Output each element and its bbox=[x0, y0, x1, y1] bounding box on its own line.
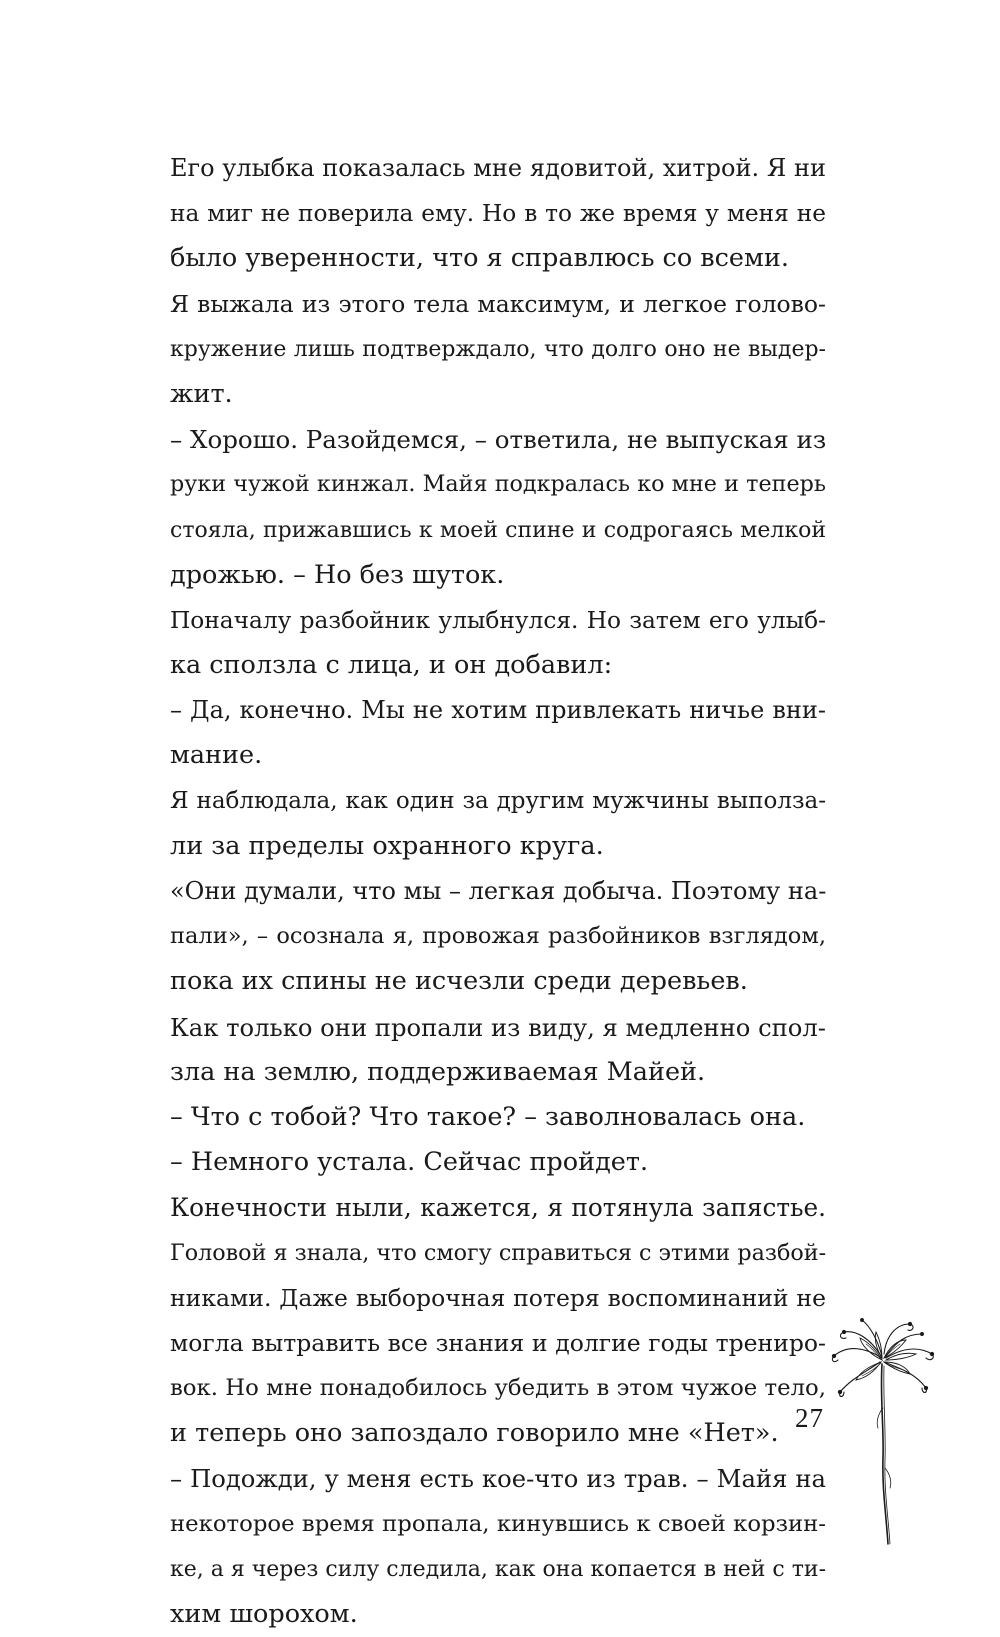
text-line: – Да, конечно. Мы не хотим привлекать ничье вни- bbox=[170, 696, 826, 725]
text-line: Я выжала из этого тела максимум, и легкое голово- bbox=[170, 289, 826, 318]
text-line: некоторое время пропала, кинувшись к своей корзин- bbox=[170, 1510, 826, 1537]
text-line: Его улыбка показалась мне ядовитой, хитрой. Я ни bbox=[170, 154, 826, 182]
text-line: – Что с тобой? Что такое? – заволновалась она. bbox=[170, 1101, 806, 1132]
spider-lily-flower-icon bbox=[826, 1318, 942, 1550]
text-line: никами. Даже выборочная потеря воспоминаний не bbox=[170, 1283, 826, 1312]
text-line: – Немного устала. Сейчас пройдет. bbox=[170, 1147, 649, 1178]
text-line: Головой я знала, что смогу справиться с этими разбой- bbox=[170, 1239, 827, 1266]
text-line: вок. Но мне понадобилось убедить в этом чужое тело, bbox=[170, 1375, 826, 1402]
text-line: ке, а я через силу следила, как она копается в ней с ти- bbox=[170, 1556, 826, 1582]
text-line: стояла, прижавшись к моей спине и содрогаясь мелкой bbox=[170, 517, 826, 543]
text-line: на миг не поверила ему. Но в то же время у меня не bbox=[170, 200, 826, 228]
text-line: зла на землю, поддерживаемая Майей. bbox=[170, 1056, 706, 1087]
text-line: хим шорохом. bbox=[170, 1599, 358, 1629]
text-line: Поначалу разбойник улыбнулся. Но затем его улыб- bbox=[170, 606, 826, 634]
text-line: – Подожди, у меня есть кое-что из трав. – Майя на bbox=[170, 1464, 826, 1494]
text-line: пали», – осознала я, провожая разбойников взглядом, bbox=[170, 923, 826, 950]
text-line: – Хорошо. Разойдемся, – ответила, не выпуская из bbox=[170, 425, 827, 455]
text-line: было уверенности, что я справлюсь со всеми. bbox=[170, 243, 789, 274]
text-line: руки чужой кинжал. Майя подкралась ко мне и теперь bbox=[170, 471, 826, 498]
text-line: ка сползла с лица, и он добавил: bbox=[170, 650, 613, 681]
text-line: «Они думали, что мы – легкая добыча. Поэтому на- bbox=[170, 877, 827, 905]
text-line: Как только они пропали из виду, я медленно спол- bbox=[170, 1012, 827, 1042]
text-line: мание. bbox=[170, 740, 263, 771]
text-line: и теперь оно запоздало говорило мне «Нет». bbox=[170, 1418, 779, 1449]
page-number: 27 bbox=[795, 1403, 824, 1433]
text-line: жит. bbox=[170, 378, 233, 409]
text-line: дрожью. – Но без шуток. bbox=[170, 559, 505, 590]
text-line: ли за пределы охранного круга. bbox=[170, 830, 604, 861]
text-line: кружение лишь подтверждало, что долго оно не выдер- bbox=[170, 336, 826, 362]
text-line: пока их спины не исчезли среди деревьев. bbox=[170, 966, 748, 997]
body-text bbox=[170, 146, 826, 1637]
text-line: Я наблюдала, как один за другим мужчины выполза- bbox=[170, 787, 826, 814]
text-line: Конечности ныли, кажется, я потянула запястье. bbox=[170, 1193, 826, 1223]
text-line: могла вытравить все знания и долгие годы трениро- bbox=[170, 1328, 826, 1357]
